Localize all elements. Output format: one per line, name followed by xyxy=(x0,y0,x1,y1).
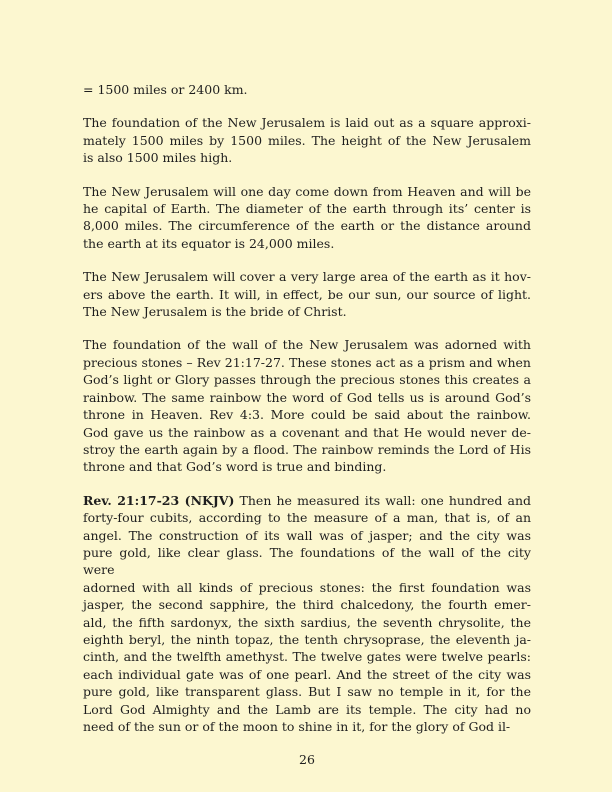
text-line: forty-four cubits, according to the measure of a man, that is, of an xyxy=(83,510,531,526)
text-line: rainbow. The same rainbow the word of God tells us is around God’s xyxy=(83,389,531,405)
text-line: adorned with all kinds of precious stones: the first foundation was xyxy=(83,579,531,595)
text-line: mately 1500 miles by 1500 miles. The height of the New Jerusalem xyxy=(83,132,531,148)
text-line: jasper, the second sapphire, the third chalcedony, the fourth emer- xyxy=(83,597,531,613)
text-line: each individual gate was of one pearl. And the street of the city was xyxy=(83,666,531,682)
text-line: cinth, and the twelfth amethyst. The twelve gates were twelve pearls: xyxy=(83,649,531,665)
text-line: = 1500 miles or 2400 km. xyxy=(83,82,248,97)
text-line: eighth beryl, the ninth topaz, the tenth chrysoprase, the eleventh ja- xyxy=(83,631,531,647)
text-line: need of the sun or of the moon to shine in it, for the glory of God il- xyxy=(83,719,511,734)
text-line: The New Jerusalem will cover a very large area of the earth as it hov- xyxy=(83,269,531,285)
verse-reference: Rev. 21:17-23 (NKJV) xyxy=(83,492,235,508)
text-line: The New Jerusalem is the bride of Christ. xyxy=(83,304,347,320)
text-line: pure gold, like transparent glass. But I saw no temple in it, for the xyxy=(83,684,531,700)
text-line: The New Jerusalem will one day come down from Heaven and will be xyxy=(83,183,531,199)
paragraph xyxy=(83,81,531,98)
text-line: stroy the earth again by a flood. The rainbow reminds the Lord of His xyxy=(83,441,531,457)
page-number: 26 xyxy=(299,752,315,768)
text-line: he capital of Earth. The diameter of the earth through its’ center is xyxy=(83,201,531,217)
text-line: is also 1500 miles high. xyxy=(83,150,233,166)
text-line: ers above the earth. It will, in effect, be our sun, our source of light. xyxy=(83,286,531,302)
paragraph xyxy=(83,492,531,736)
text-line: angel. The construction of its wall was of jasper; and the city was xyxy=(83,527,531,543)
text-line: throne and that God’s word is true and binding. xyxy=(83,459,387,475)
text-line: The foundation of the New Jerusalem is laid out as a square approxi- xyxy=(83,115,531,131)
page-body xyxy=(83,81,531,735)
paragraph xyxy=(83,183,531,253)
text-line: pure gold, like clear glass. The foundations of the wall of the city were xyxy=(83,544,531,578)
paragraph xyxy=(83,268,531,320)
text-line: God’s light or Glory passes through the precious stones this creates a xyxy=(83,372,531,388)
text-line: Lord God Almighty and the Lamb are its temple. The city had no xyxy=(83,701,531,717)
text-run: Then he measured its wall: one hundred and xyxy=(239,492,531,508)
text-line: throne in Heaven. Rev 4:3. More could be said about the rainbow. xyxy=(83,407,531,423)
text-line: the earth at its equator is 24,000 miles. xyxy=(83,235,335,251)
paragraph xyxy=(83,114,531,166)
text-line: ald, the fifth sardonyx, the sixth sardius, the seventh chrysolite, the xyxy=(83,614,531,630)
text-line xyxy=(83,492,531,509)
text-line: 8,000 miles. The circumference of the earth or the distance around xyxy=(83,218,531,234)
paragraph xyxy=(83,336,531,475)
text-line: God gave us the rainbow as a covenant and that He would never de- xyxy=(83,424,531,440)
text-line: precious stones – Rev 21:17-27. These stones act as a prism and when xyxy=(83,354,531,370)
text-line: The foundation of the wall of the New Jerusalem was adorned with xyxy=(83,337,531,353)
